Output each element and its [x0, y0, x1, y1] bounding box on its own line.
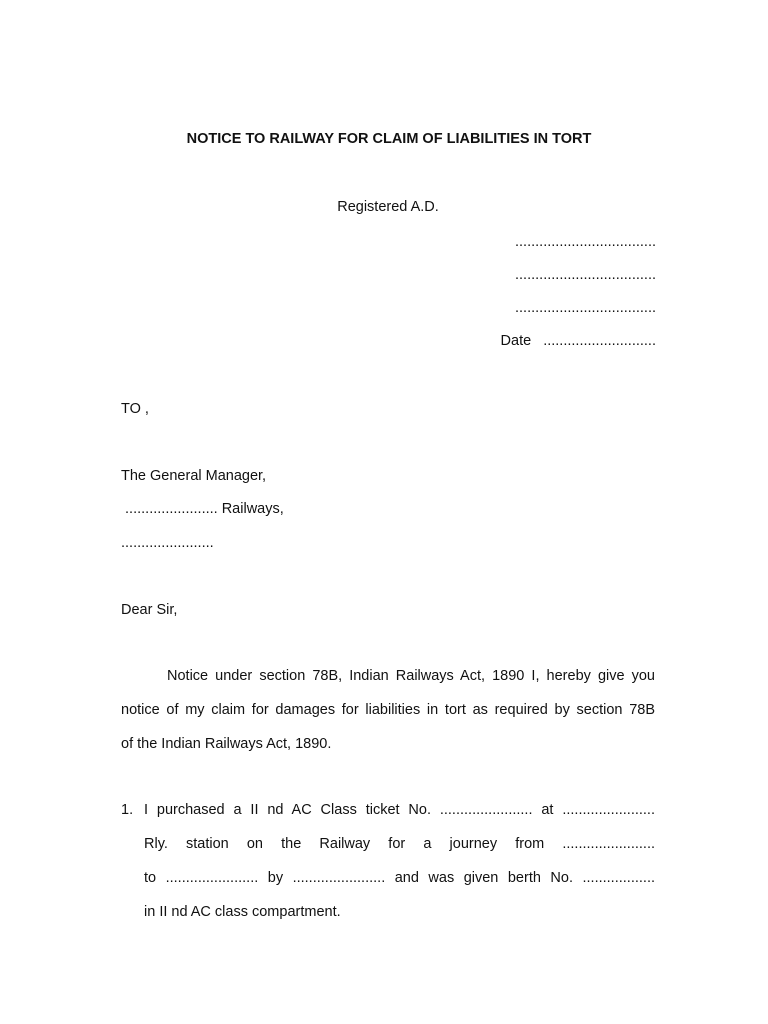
date-label: Date	[500, 333, 532, 349]
date-line	[501, 332, 656, 350]
sender-address-line-2: ...................................	[515, 267, 656, 283]
recipient-title: The General Manager,	[121, 468, 267, 484]
body-line-1: Notice under section 78B, Indian Railways Act, 1890 I, hereby give you	[167, 668, 655, 684]
registered-ad-label: Registered A.D.	[337, 199, 439, 215]
item1-line-4: in II nd AC class compartment.	[144, 904, 341, 920]
item1-line-2: Rly. station on the Railway for a journey from .......................	[144, 836, 655, 852]
body-line-2: notice of my claim for damages for liabilities in tort as required by section 78B	[121, 702, 655, 718]
date-value: ............................	[543, 333, 656, 349]
list-item-number: 1.	[121, 802, 134, 818]
recipient-railways: ....................... Railways,	[121, 501, 284, 517]
sender-address-line-1: ...................................	[515, 234, 656, 250]
recipient-address: .......................	[121, 535, 214, 551]
document-title: NOTICE TO RAILWAY FOR CLAIM OF LIABILITIES IN TORT	[186, 131, 592, 147]
salutation: Dear Sir,	[121, 602, 178, 618]
sender-address-line-3: ...................................	[515, 300, 656, 316]
item1-line-1: I purchased a II nd AC Class ticket No. ....................... at .......................	[144, 802, 655, 818]
body-line-3: of the Indian Railways Act, 1890.	[121, 736, 332, 752]
item1-line-3: to ....................... by ....................... and was given berth No. ..................	[144, 870, 655, 886]
to-label: TO ,	[121, 401, 149, 417]
